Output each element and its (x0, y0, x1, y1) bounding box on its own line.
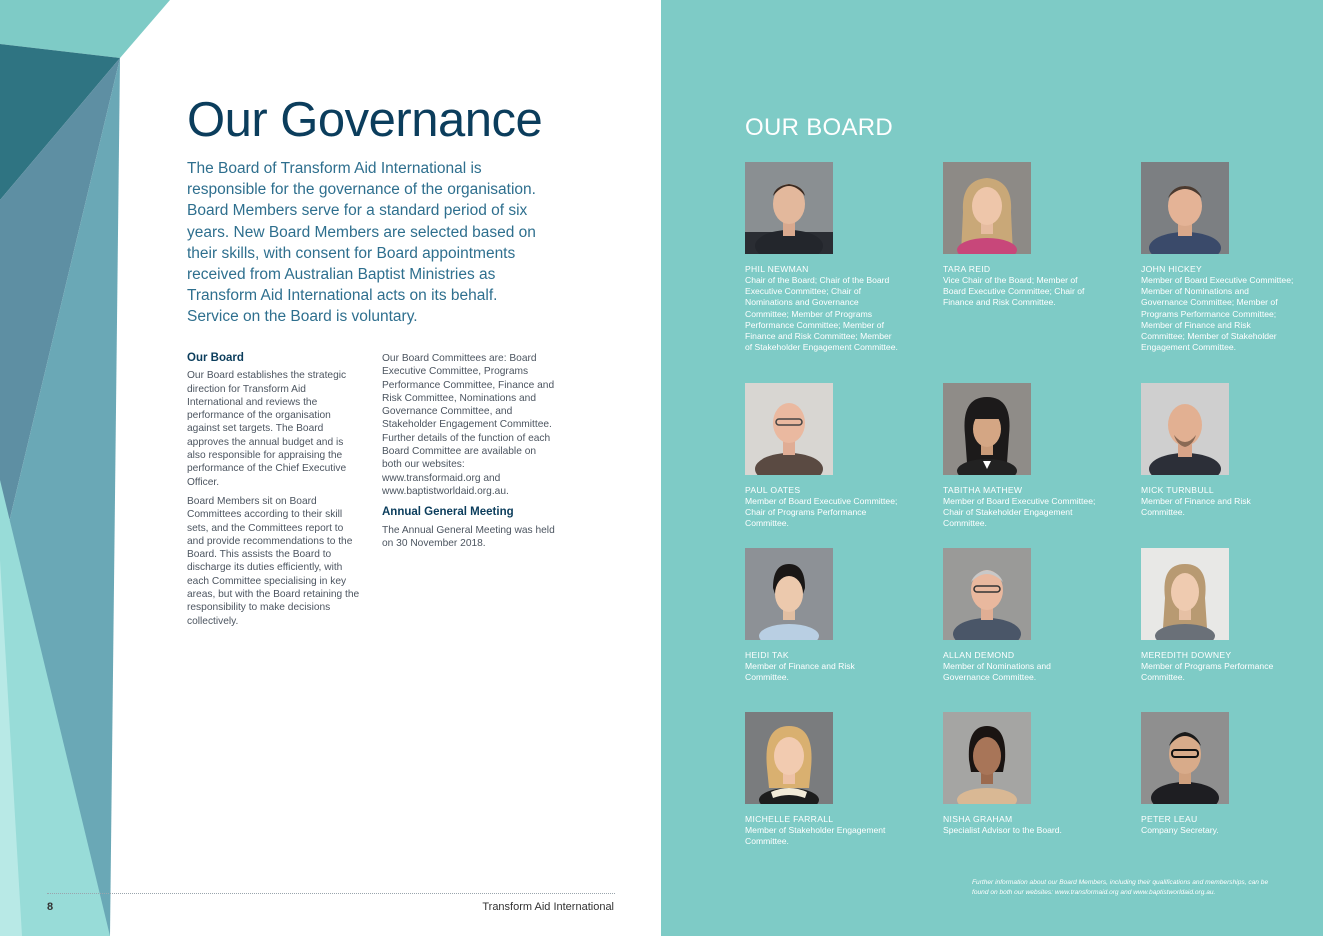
member-role: Member of Nominations and Governance Committee. (943, 661, 1051, 683)
board-member (745, 548, 895, 683)
member-role: Member of Board Executive Committee; Member of Nominations and Governance Committee; Member of Programs Performance Committee; Member of Finance and Risk Committee; Member of Stakeholder Engagement Committee. (1141, 275, 1294, 353)
member-role: Member of Stakeholder Engagement Committee. (745, 825, 886, 847)
agm-text: The Annual General Meeting was held on 30 November 2018. (382, 524, 555, 549)
member-photo (943, 548, 1031, 640)
member-role: Company Secretary. (1141, 825, 1219, 835)
board-panel (661, 0, 1323, 936)
member-name: HEIDI TAK (745, 650, 789, 660)
member-role: Member of Finance and Risk Committee. (745, 661, 855, 683)
member-name: PAUL OATES (745, 485, 801, 495)
page-number: 8 (47, 901, 54, 913)
our-board-paragraph-2: Board Members sit on Board Committees according to their skill sets, and the Committees report to and provide recommendations to the Board. This assists the Board to discharge its duties efficiently, with each Committee specialising in key areas, but with the Board retaining the responsibility to make decisions collectively. (187, 495, 360, 627)
member-name: PHIL NEWMAN (745, 264, 809, 274)
our-board-heading: Our Board (187, 352, 244, 364)
board-member (943, 548, 1093, 683)
member-photo (745, 383, 833, 475)
board-heading: OUR BOARD (745, 114, 894, 141)
member-photo (745, 548, 833, 640)
agm-heading: Annual General Meeting (382, 506, 514, 519)
board-member (745, 162, 898, 353)
board-member (745, 712, 895, 847)
board-member (1141, 162, 1294, 353)
member-photo (1141, 383, 1229, 475)
board-member (745, 383, 898, 530)
page-title: Our Governance (187, 93, 543, 147)
member-photo (1141, 548, 1229, 640)
our-board-column (187, 352, 363, 634)
committees-column (382, 352, 558, 556)
member-photo (745, 162, 833, 254)
member-name: JOHN HICKEY (1141, 264, 1203, 274)
member-photo (745, 712, 833, 804)
member-name: PETER LEAU (1141, 814, 1198, 824)
footnote: Further information about our Board Members, including their qualifications and memberships, can be found on both our websites: www.transformaid.org and www.baptistworldaid.org.au. (972, 879, 1269, 896)
board-member (1141, 383, 1291, 518)
member-photo (1141, 712, 1229, 804)
member-name: MICK TURNBULL (1141, 485, 1214, 495)
member-role: Specialist Advisor to the Board. (943, 825, 1062, 835)
member-name: MICHELLE FARRALL (745, 814, 834, 824)
board-member (943, 712, 1093, 836)
member-photo (943, 383, 1031, 475)
member-photo (943, 162, 1031, 254)
member-name: TABITHA MATHEW (943, 485, 1023, 495)
member-role: Member of Board Executive Committee; Chair of Programs Performance Committee. (745, 496, 898, 529)
member-name: ALLAN DEMOND (943, 650, 1015, 660)
member-name: TARA REID (943, 264, 991, 274)
member-name: MEREDITH DOWNEY (1141, 650, 1232, 660)
board-member (1141, 548, 1291, 683)
member-photo (943, 712, 1031, 804)
footer-org-name: Transform Aid International (482, 901, 614, 913)
intro-paragraph: The Board of Transform Aid International is responsible for the governance of the organisation. Board Members serve for a standard period of six years. New Board Members are selected based on their skills, with consent for Board appointments received from Australian Baptist Ministries as Transform Aid International acts on its behalf. Service on the Board is voluntary. (187, 160, 536, 326)
committees-paragraph: Our Board Committees are: Board Executive Committee, Programs Performance Committee, Finance and Risk Committee, Nominations and Governance Committee, and Stakeholder Engagement Committee. Further details of the function of each Board Committee are available on both our websites: www.transformaid.org and www.baptistworldaid.org.au. (382, 353, 555, 497)
board-member (943, 383, 1096, 530)
member-name: NISHA GRAHAM (943, 814, 1013, 824)
board-member (943, 162, 1093, 309)
board-member (1141, 712, 1291, 836)
member-role: Vice Chair of the Board; Member of Board Executive Committee; Chair of Finance and Risk Committee. (943, 275, 1085, 308)
member-role: Member of Finance and Risk Committee. (1141, 496, 1251, 518)
member-role: Member of Programs Performance Committee. (1141, 661, 1274, 683)
member-role: Chair of the Board; Chair of the Board Executive Committee; Chair of Nominations and Governance Committee; Member of Programs Performance Committee; Member of Finance and Risk Committee; Member of Stakeholder Engagement Committee. (745, 275, 898, 353)
member-role: Member of Board Executive Committee; Chair of Stakeholder Engagement Committee. (943, 496, 1096, 529)
footer-divider (47, 893, 615, 894)
member-photo (1141, 162, 1229, 254)
our-board-paragraph-1: Our Board establishes the strategic direction for Transform Aid International and reviews the performance of the organisation against set targets. The Board approves the annual budget and is also responsible for appraising the performance of the Chief Executive Officer. (187, 370, 347, 488)
